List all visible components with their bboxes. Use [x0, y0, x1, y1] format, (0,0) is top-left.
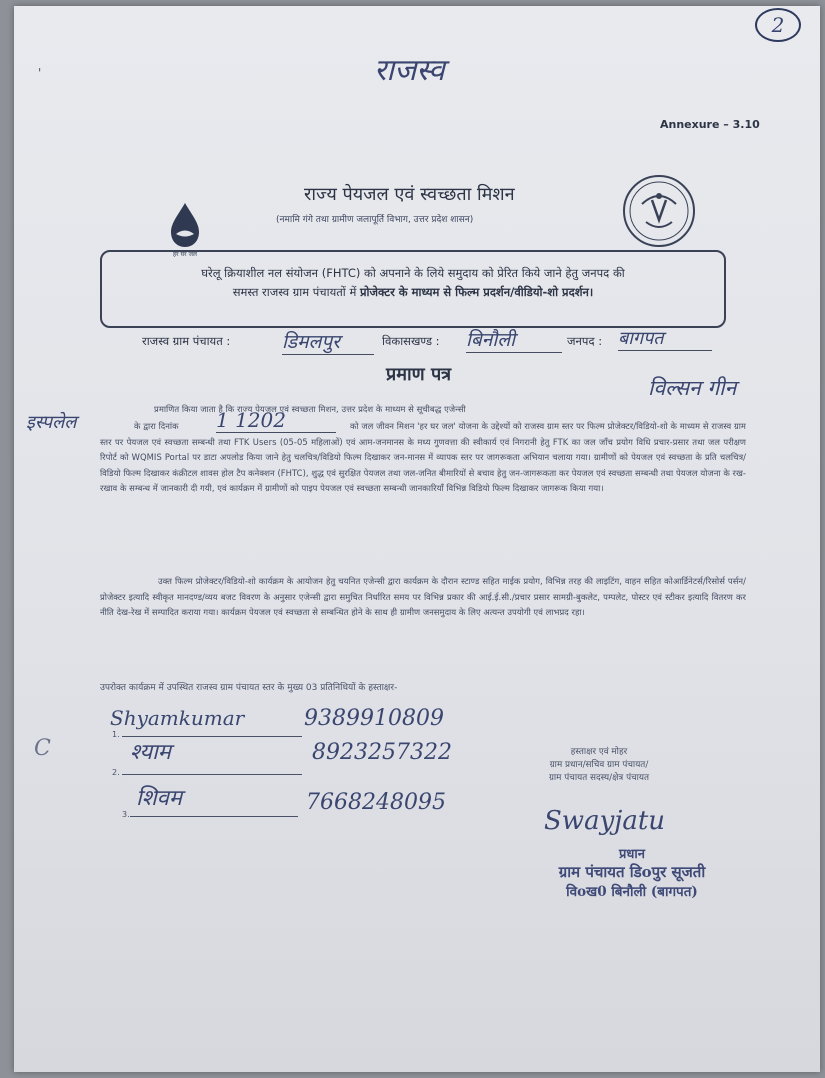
- seal-line-2: ग्राम प्रधान/सचिव ग्राम पंचायत/: [549, 760, 649, 770]
- para1-intro: प्रमाणित किया जाता है कि राज्य पेयजल एवं स्वच्छता मिशन, उत्तर प्रदेश के माध्यम से सूचीबद्ध एजेन्सी: [154, 404, 466, 414]
- block-value: बिनौली: [466, 326, 562, 353]
- seal-line-3: ग्राम पंचायत सदस्य/क्षेत्र पंचायत: [548, 773, 650, 783]
- para1-body: को जल जीवन मिशन 'हर घर जल' योजना के उद्देश्यों को राजस्व ग्राम स्तर पर फिल्म प्रोजेक्टर/विडियो-शो के माध्यम से राजस्व ग्राम स्तर पर पेयजल एवं स्वच्छता सम्बन्धी तथा FTK Users (05-05 महिलाओं) एवं आम-जनमानस के मध्य गुणवत्ता की स्वीकार्य एवं निगरानी हेतु FTK का जल जाँच प्रयोग विधि प्रचार-प्रसार तथा जल परीक्षण रिपोर्ट को WQMIS Portal पर डाटा अपलोड किया जाने हेतु चलचित्र/विडियो फिल्म दिखाकर जन-मानस में व्यापक स्तर पर जागरूकता अभियान चलाया गया। ग्रामीणों को पेयजल एवं स्वच्छता के प्रति चलचित्र/विडियो फिल्म दिखाकर कंक्रीटल शावस होल टैप कनेक्शन (FHTC), शुद्ध एवं सुरक्षित पेयजल तथा जल-जनित बीमारियों से बचाव हेतु जन-जागरूकता कर पेयजल एवं स्वच्छता सम्बन्धी तथा पेयजल योजना के रख-रखाव के सम्बन्ध में जानकारी दी गयी, एवं कार्यक्रम में ग्रामीणों को पाइप पेयजल एवं स्वच्छता सम्बन्धी जानकारियाँ विभिन्न विडियो फिल्म दिखाकर जागरूक किया गया।: [100, 421, 746, 494]
- signatory-3-name: शिवम: [136, 786, 183, 811]
- signatory-1-name: Shyamkumar: [110, 706, 245, 730]
- gram-panchayat-value: डिमलपुर: [282, 328, 374, 355]
- stray-mark: ': [38, 66, 42, 80]
- signatory-1-number: 1.: [112, 730, 120, 739]
- subject-line-2: समस्त राजस्व ग्राम पंचायतों में प्रोजेक्टर के माध्यम से फिल्म प्रदर्शन/वीडियो-शो प्रदर्शन।: [232, 285, 594, 299]
- para2-body: उक्त फिल्म प्रोजेक्टर/विडियो-शो कार्यक्रम के आयोजन हेतु चयनित एजेन्सी द्वारा कार्यक्रम के दौरान स्टाण्ड सहित माईक प्रयोग, विभिन्न तरह की लाइटिंग, वाहन सहित कोआर्डिनेटर्स/रिसोर्स पर्सन/प्रोजेक्टर इत्यादि स्वीकृत मानदण्ड/व्यय बजट विवरण के अनुसार एजेन्सी द्वारा समुचित निर्धारित समय पर विभिन्न प्रकार की आई.ई.सी./प्रचार प्रसार सामग्री-बुकलेट, पम्पलेट, पोस्टर एवं स्टीकर इत्यादि वितरण कर नीति देख-रेख में सम्पादित कराया गया। कार्यक्रम पेयजल एवं स्वच्छता से सम्बन्धित होने के साथ ही ग्रामीण जनसमुदाय के लिए अत्यन्त उपयोगी एवं लाभप्रद रहा।: [100, 576, 746, 618]
- signatory-1-phone: 9389910809: [304, 706, 444, 731]
- pradhan-signature: Swayjatu: [544, 806, 666, 836]
- signatory-3-line: [130, 816, 298, 817]
- document-page: [14, 6, 820, 1072]
- margin-note: इस्पलेल: [26, 412, 77, 433]
- signatory-3-phone: 7668248095: [306, 790, 446, 815]
- signatory-2-number: 2.: [112, 768, 120, 777]
- block-label: विकासखण्ड :: [382, 334, 440, 348]
- signatories-label: उपरोक्त कार्यक्रम में उपस्थित राजस्व ग्राम पंचायत स्तर के मुख्य 03 प्रतिनिधियों के हस्ताक्षर-: [100, 683, 398, 693]
- margin-letter: C: [34, 736, 51, 761]
- seal-instructions: [519, 746, 679, 785]
- subject-line-1: घरेलू क्रियाशील नल संयोजन (FHTC) को अपनाने के लिये समुदाय को प्रेरित किये जाने हेतु जनपद की: [201, 266, 625, 280]
- page-number-circle: 2: [755, 8, 801, 42]
- gram-panchayat-label: राजस्व ग्राम पंचायत :: [142, 334, 231, 348]
- seal-line-1: हस्ताक्षर एवं मोहर: [570, 747, 628, 757]
- annexure-label: Annexure – 3.10: [660, 118, 760, 131]
- signatory-2-name: श्याम: [130, 740, 171, 765]
- handwritten-heading: राजस्व: [374, 53, 445, 88]
- svg-text:हर घर जल: हर घर जल: [173, 251, 197, 258]
- date-value: 1 1202: [216, 408, 336, 433]
- agency-name: विल्सन गीन: [648, 376, 737, 400]
- mission-subtitle: (नमामि गंगे तथा ग्रामीण जलापूर्ति विभाग, उत्तर प्रदेश शासन): [276, 215, 474, 225]
- certificate-title: प्रमाण पत्र: [386, 364, 452, 385]
- district-value: बागपत: [618, 326, 712, 351]
- state-emblem-icon: [622, 174, 696, 248]
- subject-box: [100, 250, 726, 328]
- district-label: जनपद :: [567, 334, 603, 348]
- signatory-2-line: [122, 774, 302, 775]
- pradhan-stamp: [532, 844, 732, 900]
- date-prefix: के द्वारा दिनांक: [134, 421, 179, 431]
- signatory-3-number: 3.: [122, 810, 130, 819]
- stamp-block: विoख0 बिनौली (बागपत): [566, 884, 698, 900]
- stamp-designation: प्रधान: [619, 847, 645, 862]
- stamp-panchayat: ग्राम पंचायत डिoपुर सूजती: [558, 863, 706, 881]
- signatory-2-phone: 8923257322: [312, 740, 452, 765]
- mission-title: राज्य पेयजल एवं स्वच्छता मिशन: [304, 184, 515, 205]
